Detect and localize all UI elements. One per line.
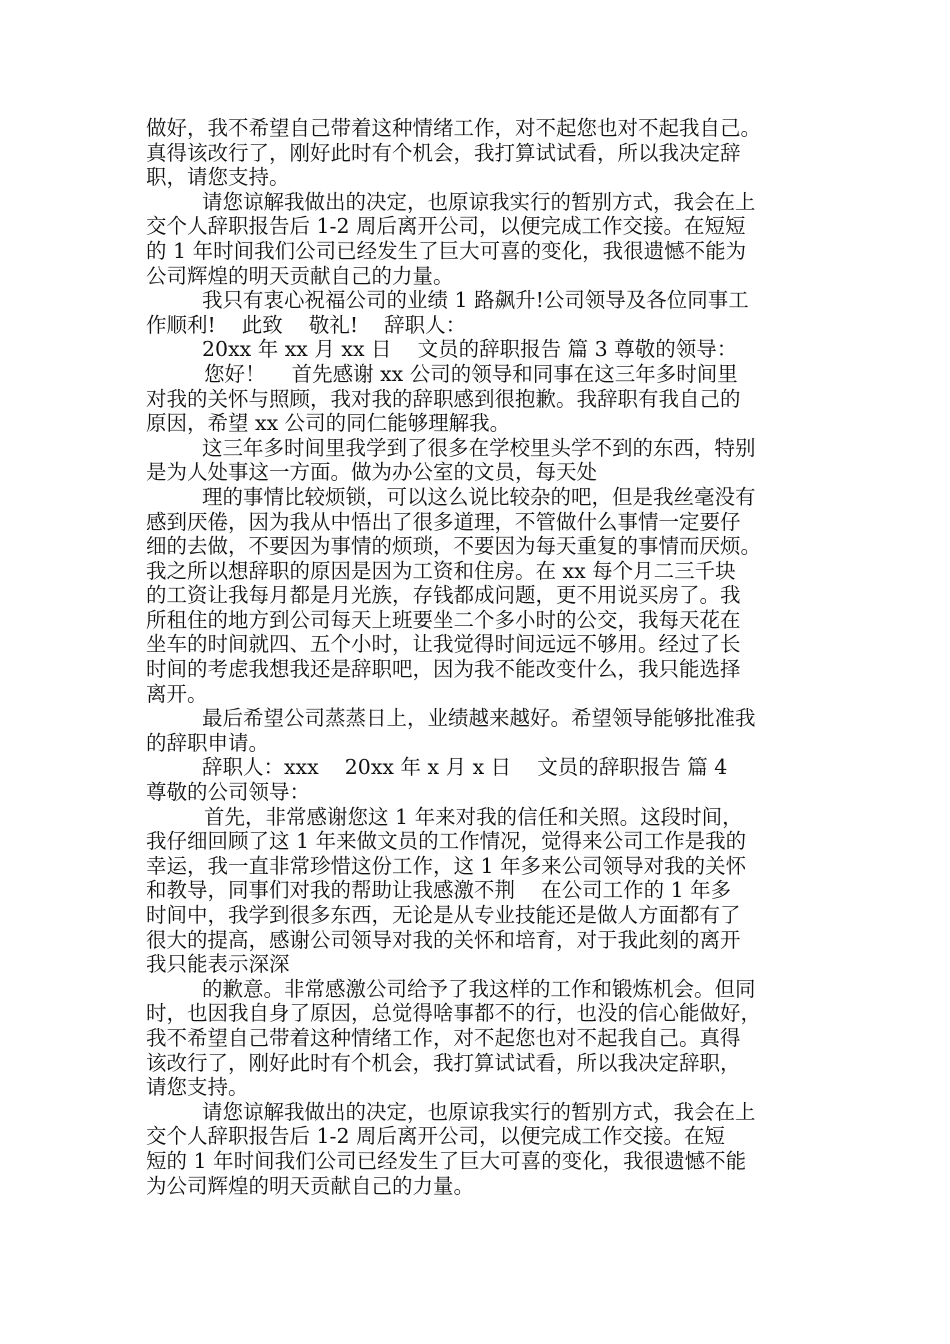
text-line: 真得该改行了，刚好此时有个机会，我打算试试看，所以我决定辞	[146, 140, 741, 165]
text-line: 我仔细回顾了这 1 年来做文员的工作情况，觉得来公司工作是我的	[146, 829, 747, 854]
text-line: 的辞职申请。	[146, 730, 269, 755]
text-line: 理的事情比较烦锁，可以这么说比较杂的吧，但是我丝毫没有	[202, 484, 756, 509]
text-line: 时，也因我自身了原因，总觉得啥事都不的行，也没的信心能做好，	[146, 1001, 761, 1026]
text-line: 请您谅解我做出的决定，也原谅我实行的暂别方式，我会在上	[202, 1099, 756, 1124]
text-line: 是为人处事这一方面。做为办公室的文员，每天处	[146, 460, 597, 485]
text-line: 首先，非常感谢您这 1 年来对我的信任和关照。这段时间，	[204, 804, 743, 829]
text-line: 对我的关怀与照顾，我对我的辞职感到很抱歉。我辞职有我自己的	[146, 386, 741, 411]
text-line: 我之所以想辞职的原因是因为工资和住房。在 xx 每个月二三千块	[146, 558, 736, 583]
text-line: 职，请您支持。	[146, 165, 290, 190]
text-line: 很大的提高，感谢公司领导对我的关怀和培育，对于我此刻的离开	[146, 927, 741, 952]
text-line: 最后希望公司蒸蒸日上，业绩越来越好。希望领导能够批准我	[202, 706, 756, 731]
text-line: 原因，希望 xx 公司的同仁能够理解我。	[146, 411, 511, 436]
text-line: 所租住的地方到公司每天上班要坐二个多小时的公交，我每天花在	[146, 607, 741, 632]
text-line: 和教导，同事们对我的帮助让我感激不荆 在公司工作的 1 年多	[146, 878, 732, 903]
text-line: 短的 1 年时间我们公司已经发生了巨大可喜的变化，我很遗憾不能	[146, 1148, 747, 1173]
text-line: 请您支持。	[146, 1075, 249, 1100]
text-line: 细的去做，不要因为事情的烦琐，不要因为每天重复的事情而厌烦。	[146, 534, 761, 559]
text-line: 我只能表示深深	[146, 952, 290, 977]
text-line: 的工资让我每月都是月光族，存钱都成问题，更不用说买房了。我	[146, 583, 741, 608]
text-line: 辞职人：xxx 20xx 年 x 月 x 日 文员的辞职报告 篇 4	[202, 755, 728, 780]
text-line: 我只有衷心祝福公司的业绩 1 路飙升!公司领导及各位同事工	[202, 288, 749, 313]
text-line: 时间中，我学到很多东西，无论是从专业技能还是做人方面都有了	[146, 903, 741, 927]
text-line: 为公司辉煌的明天贡献自己的力量。	[146, 1173, 474, 1198]
text-line: 尊敬的公司领导：	[146, 780, 310, 805]
text-line: 公司辉煌的明天贡献自己的力量。	[146, 263, 454, 288]
text-line: 感到厌倦，因为我从中悟出了很多道理，不管做什么事情一定要仔	[146, 509, 741, 534]
text-line: 交个人辞职报告后 1-2 周后离开公司，以便完成工作交接。在短	[146, 1124, 726, 1149]
text-line: 您好！ 首先感谢 xx 公司的领导和同事在这三年多时间里	[204, 361, 738, 386]
document-body	[146, 116, 810, 1198]
text-line: 请您谅解我做出的决定，也原谅我实行的暂别方式，我会在上	[202, 189, 756, 214]
text-line: 时间的考虑我想我还是辞职吧，因为我不能改变什么，我只能选择	[146, 657, 741, 682]
text-line: 这三年多时间里我学到了很多在学校里头学不到的东西，特别	[202, 435, 756, 460]
text-line: 作顺利! 此致 敬礼! 辞职人：	[146, 312, 467, 337]
text-line: 做好，我不希望自己带着这种情绪工作，对不起您也对不起我自己。	[146, 116, 761, 140]
text-line: 离开。	[146, 681, 208, 706]
text-line: 的 1 年时间我们公司已经发生了巨大可喜的变化，我很遗憾不能为	[146, 238, 747, 263]
text-line: 20xx 年 xx 月 xx 日 文员的辞职报告 篇 3 尊敬的领导：	[202, 337, 738, 362]
text-line: 的歉意。非常感激公司给予了我这样的工作和锻炼机会。但同	[202, 976, 756, 1001]
text-line: 幸运，我一直非常珍惜这份工作，这 1 年多来公司领导对我的关怀	[146, 853, 747, 878]
text-line: 交个人辞职报告后 1-2 周后离开公司，以便完成工作交接。在短短	[146, 214, 746, 239]
text-line: 我不希望自己带着这种情绪工作，对不起您也对不起我自己。真得	[146, 1025, 741, 1050]
text-line: 坐车的时间就四、五个小时，让我觉得时间远远不够用。经过了长	[146, 632, 741, 657]
text-line: 该改行了，刚好此时有个机会，我打算试试看，所以我决定辞职，	[146, 1050, 741, 1075]
